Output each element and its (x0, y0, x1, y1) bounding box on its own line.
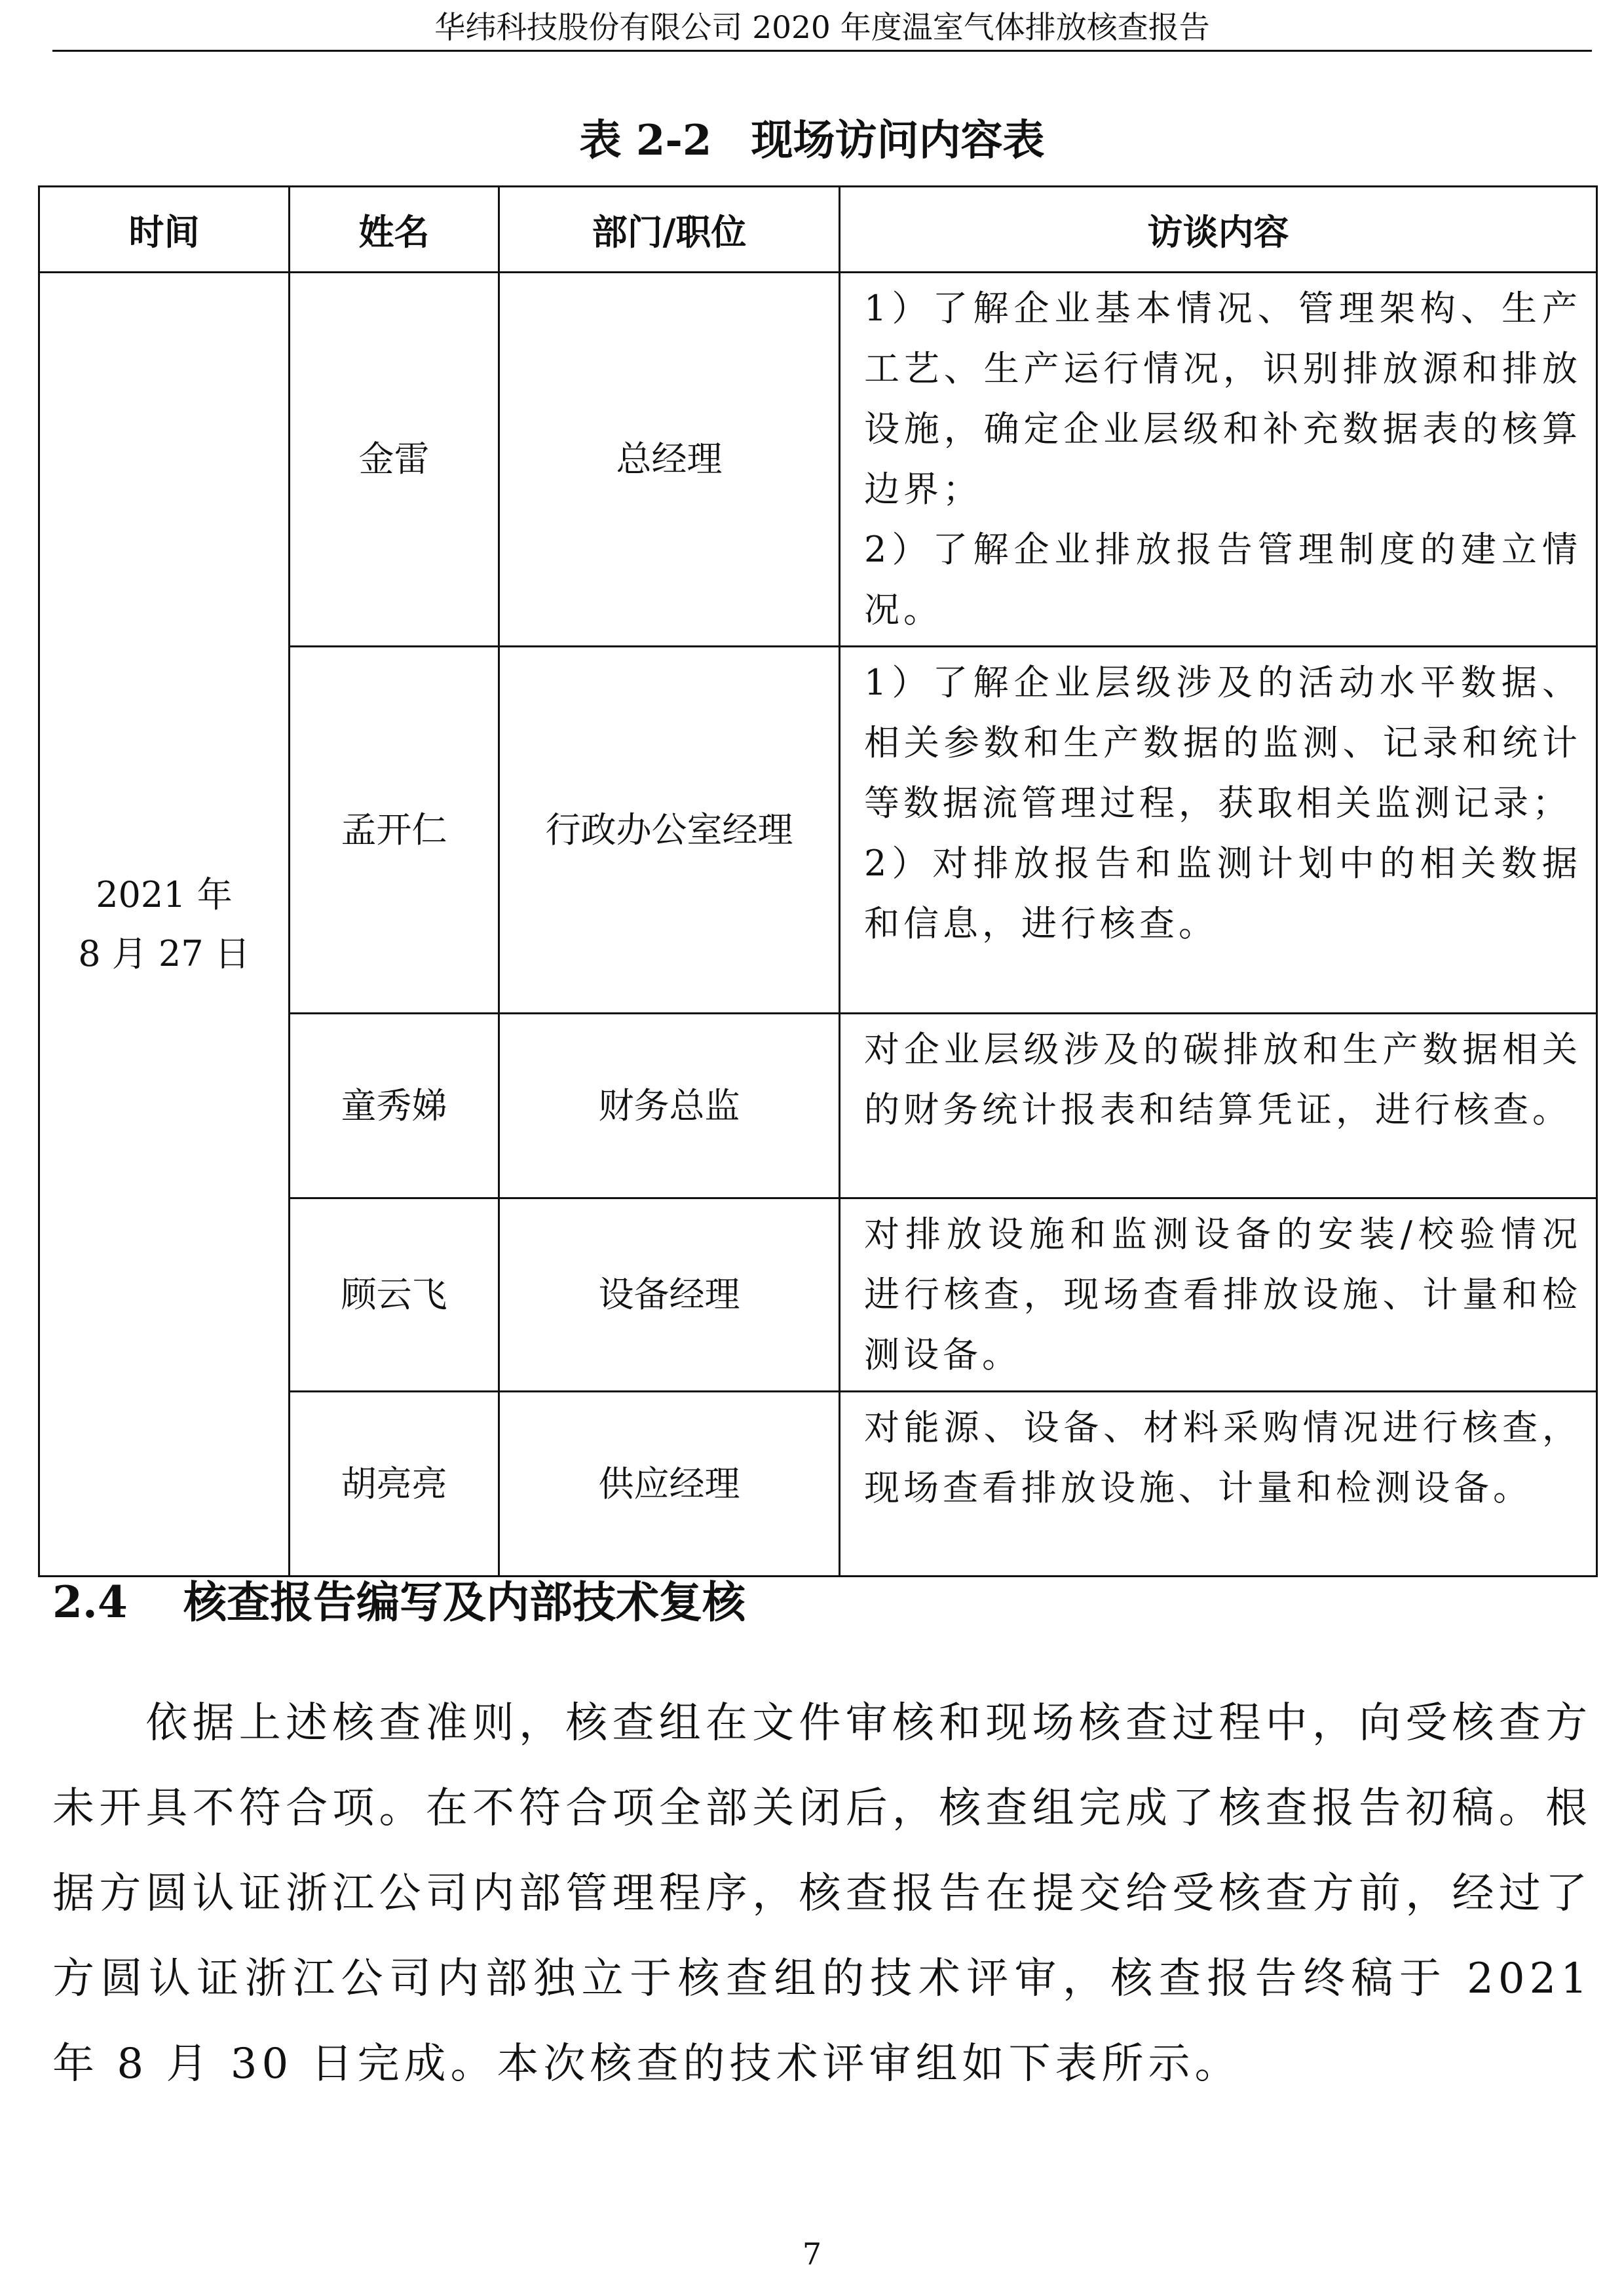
person-position: 设备经理 (499, 1198, 840, 1392)
person-position: 财务总监 (499, 1014, 840, 1198)
person-position: 行政办公室经理 (499, 647, 840, 1014)
person-name: 胡亮亮 (290, 1392, 499, 1577)
content-item-2: 2）了解企业排放报告管理制度的建立情况。 (864, 529, 1581, 630)
interview-content (840, 647, 1597, 1014)
interview-content (840, 1392, 1597, 1577)
table-caption (0, 111, 1624, 170)
interview-content (840, 1014, 1597, 1198)
header-name: 姓名 (290, 187, 499, 273)
person-name: 金雷 (290, 273, 499, 647)
content-item-1: 1）了解企业层级涉及的活动水平数据、相关参数和生产数据的监测、记录和统计等数据流管理过程，获取相关监测记录； (864, 662, 1581, 824)
content-item-1: 对企业层级涉及的碳排放和生产数据相关的财务统计报表和结算凭证，进行核查。 (864, 1029, 1581, 1130)
header-position: 部门/职位 (499, 187, 840, 273)
body-paragraph (52, 1681, 1592, 2107)
person-name: 顾云飞 (290, 1198, 499, 1392)
interview-date (39, 273, 290, 1577)
interview-table (38, 185, 1598, 1577)
table-caption-number: 表 2-2 (579, 116, 712, 165)
page-number: 7 (802, 2236, 822, 2272)
content-item-1: 对排放设施和监测设备的安装/校验情况进行核查，现场查看排放设施、计量和检测设备。 (864, 1214, 1581, 1375)
header-content: 访谈内容 (840, 187, 1597, 273)
content-item-1: 1）了解企业基本情况、管理架构、生产工艺、生产运行情况，识别排放源和排放设施，确定企业层级和补充数据表的核算边界； (864, 288, 1581, 510)
section-heading (52, 1573, 746, 1632)
person-name: 童秀娣 (290, 1014, 499, 1198)
person-position: 总经理 (499, 273, 840, 647)
header-time: 时间 (39, 187, 290, 273)
content-item-1: 对能源、设备、材料采购情况进行核查，现场查看排放设施、计量和检测设备。 (864, 1407, 1581, 1508)
content-item-2: 2）对排放报告和监测计划中的相关数据和信息，进行核查。 (864, 843, 1581, 944)
section-number: 2.4 (52, 1577, 128, 1628)
section-title: 核查报告编写及内部技术复核 (183, 1577, 746, 1628)
interview-content (840, 1198, 1597, 1392)
paragraph-text: 依据上述核查准则，核查组在文件审核和现场核查过程中，向受核查方未开具不符合项。在不符合项全部关闭后，核查组完成了核查报告初稿。根据方圆认证浙江公司内部管理程序，核查报告在提交给受核查方前，经过了方圆认证浙江公司内部独立于核查组的技术评审，核查报告终稿于 2021 年 8 月 30 日完成。本次核查的技术评审组如下表所示。 (52, 1699, 1592, 2088)
page-header: 华纬科技股份有限公司 2020 年度温室气体排放核查报告 (52, 7, 1592, 52)
person-position: 供应经理 (499, 1392, 840, 1577)
table-header-row (39, 187, 1597, 273)
interview-content (840, 273, 1597, 647)
interview-date-day: 8 月 27 日 (78, 932, 250, 974)
table-caption-title: 现场访问内容表 (751, 116, 1045, 165)
person-name: 孟开仁 (290, 647, 499, 1014)
interview-date-year: 2021 年 (96, 873, 233, 915)
table-row (39, 273, 1597, 647)
